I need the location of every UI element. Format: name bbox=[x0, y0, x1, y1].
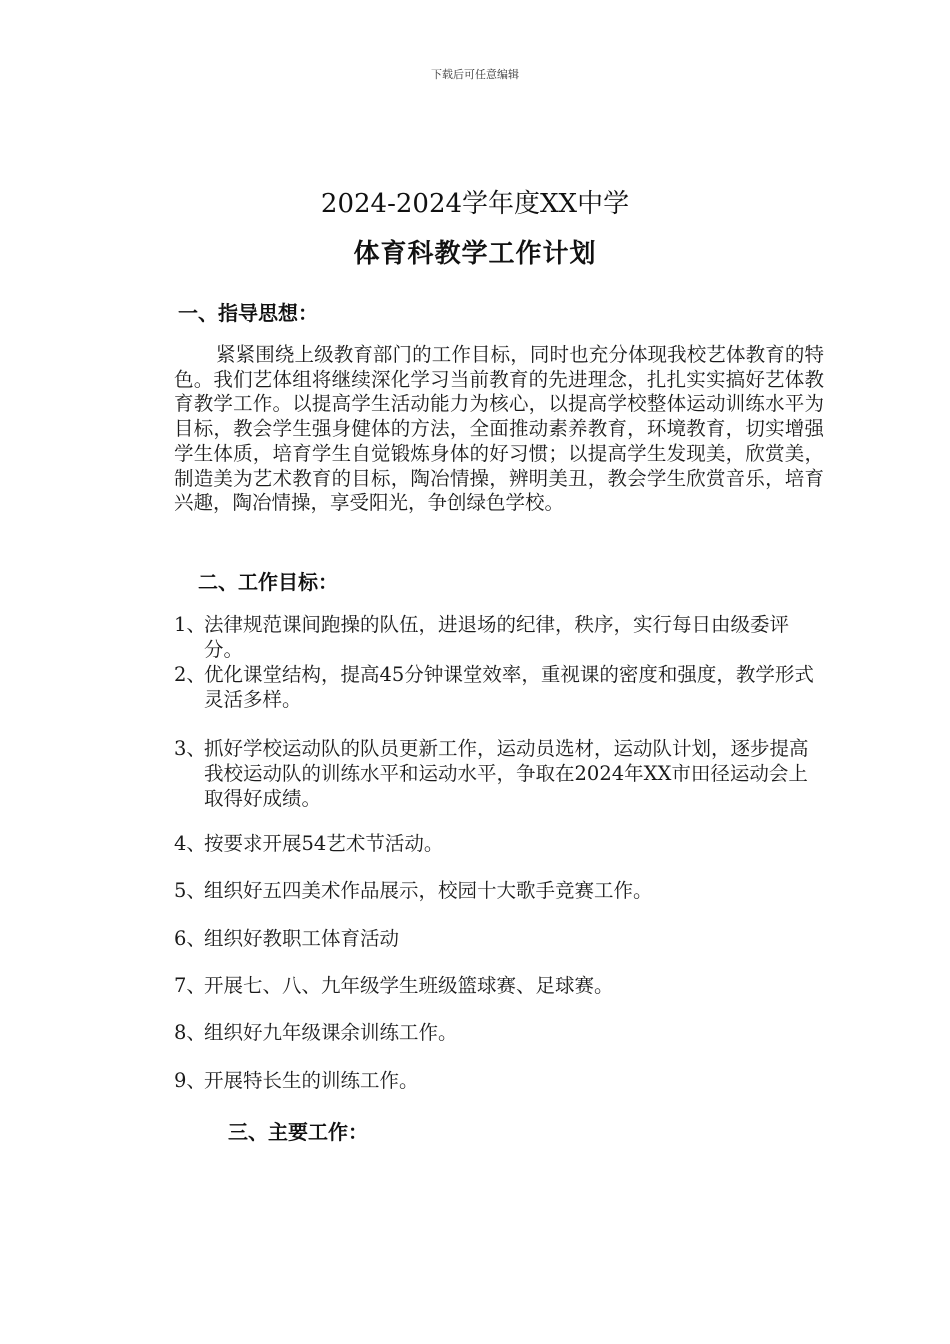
goal-text: 开展特长生的训练工作。 bbox=[204, 1069, 419, 1092]
section-heading-main-work: 三、主要工作： bbox=[228, 1120, 368, 1144]
guiding-thought-paragraph: 紧紧围绕上级教育部门的工作目标，同时也充分体现我校艺体教育的特色。我们艺体组将继续深化学习当前教育的先进理念，扎扎实实搞好艺体教育教学工作。以提高学生活动能力为核心，以提高学校整体运动训练水平为目标，教会学生强身健体的方法，全面推动素养教育，环境教育，切实增强学生体质，培育学生自觉锻炼身体的好习惯；以提高学生发现美，欣赏美，制造美为艺术教育的目标，陶冶情操，辨明美丑，教会学生欣赏音乐，培育兴趣，陶冶情操，享受阳光，争创绿色学校。 bbox=[174, 343, 824, 515]
goal-text: 组织好教职工体育活动 bbox=[204, 927, 400, 950]
goal-item-2 bbox=[174, 662, 824, 712]
goal-number: 2、 bbox=[174, 663, 206, 686]
header-note: 下载后可任意编辑 bbox=[431, 68, 519, 81]
goal-text: 抓好学校运动队的队员更新工作，运动员选材，运动队计划，逐步提高我校运动队的训练水平和运动水平，争取在2024年XX市田径运动会上取得好成绩。 bbox=[204, 737, 809, 810]
goal-text: 优化课堂结构，提高45分钟课堂效率，重视课的密度和强度，教学形式灵活多样。 bbox=[204, 663, 814, 711]
goal-item-5 bbox=[174, 878, 824, 903]
section-heading-work-goals: 二、工作目标： bbox=[198, 570, 338, 594]
goal-item-7 bbox=[174, 973, 824, 998]
goal-item-4 bbox=[174, 831, 824, 856]
goal-text: 组织好五四美术作品展示，校园十大歌手竞赛工作。 bbox=[204, 879, 653, 902]
section-heading-guiding-thought: 一、指导思想： bbox=[178, 301, 318, 325]
goal-item-1 bbox=[174, 612, 824, 662]
goal-number: 3、 bbox=[174, 737, 206, 760]
title-line-2: 体育科教学工作计划 bbox=[353, 239, 597, 269]
goal-number: 9、 bbox=[174, 1069, 206, 1092]
goal-number: 4、 bbox=[174, 832, 206, 855]
goal-text: 按要求开展54艺术节活动。 bbox=[204, 832, 444, 855]
goal-item-6 bbox=[174, 926, 824, 951]
goal-text: 开展七、八、九年级学生班级篮球赛、足球赛。 bbox=[204, 974, 614, 997]
goal-item-3 bbox=[174, 736, 824, 811]
goal-number: 7、 bbox=[174, 974, 206, 997]
title-line-1: 2024-2024学年度XX中学 bbox=[320, 189, 630, 219]
goal-text: 组织好九年级课余训练工作。 bbox=[204, 1021, 458, 1044]
goal-number: 1、 bbox=[174, 613, 206, 636]
goal-item-9 bbox=[174, 1068, 824, 1093]
goal-item-8 bbox=[174, 1020, 824, 1045]
goal-number: 5、 bbox=[174, 879, 206, 902]
goal-number: 8、 bbox=[174, 1021, 206, 1044]
goal-number: 6、 bbox=[174, 927, 206, 950]
goal-text: 法律规范课间跑操的队伍，进退场的纪律，秩序，实行每日由级委评分。 bbox=[204, 613, 790, 661]
